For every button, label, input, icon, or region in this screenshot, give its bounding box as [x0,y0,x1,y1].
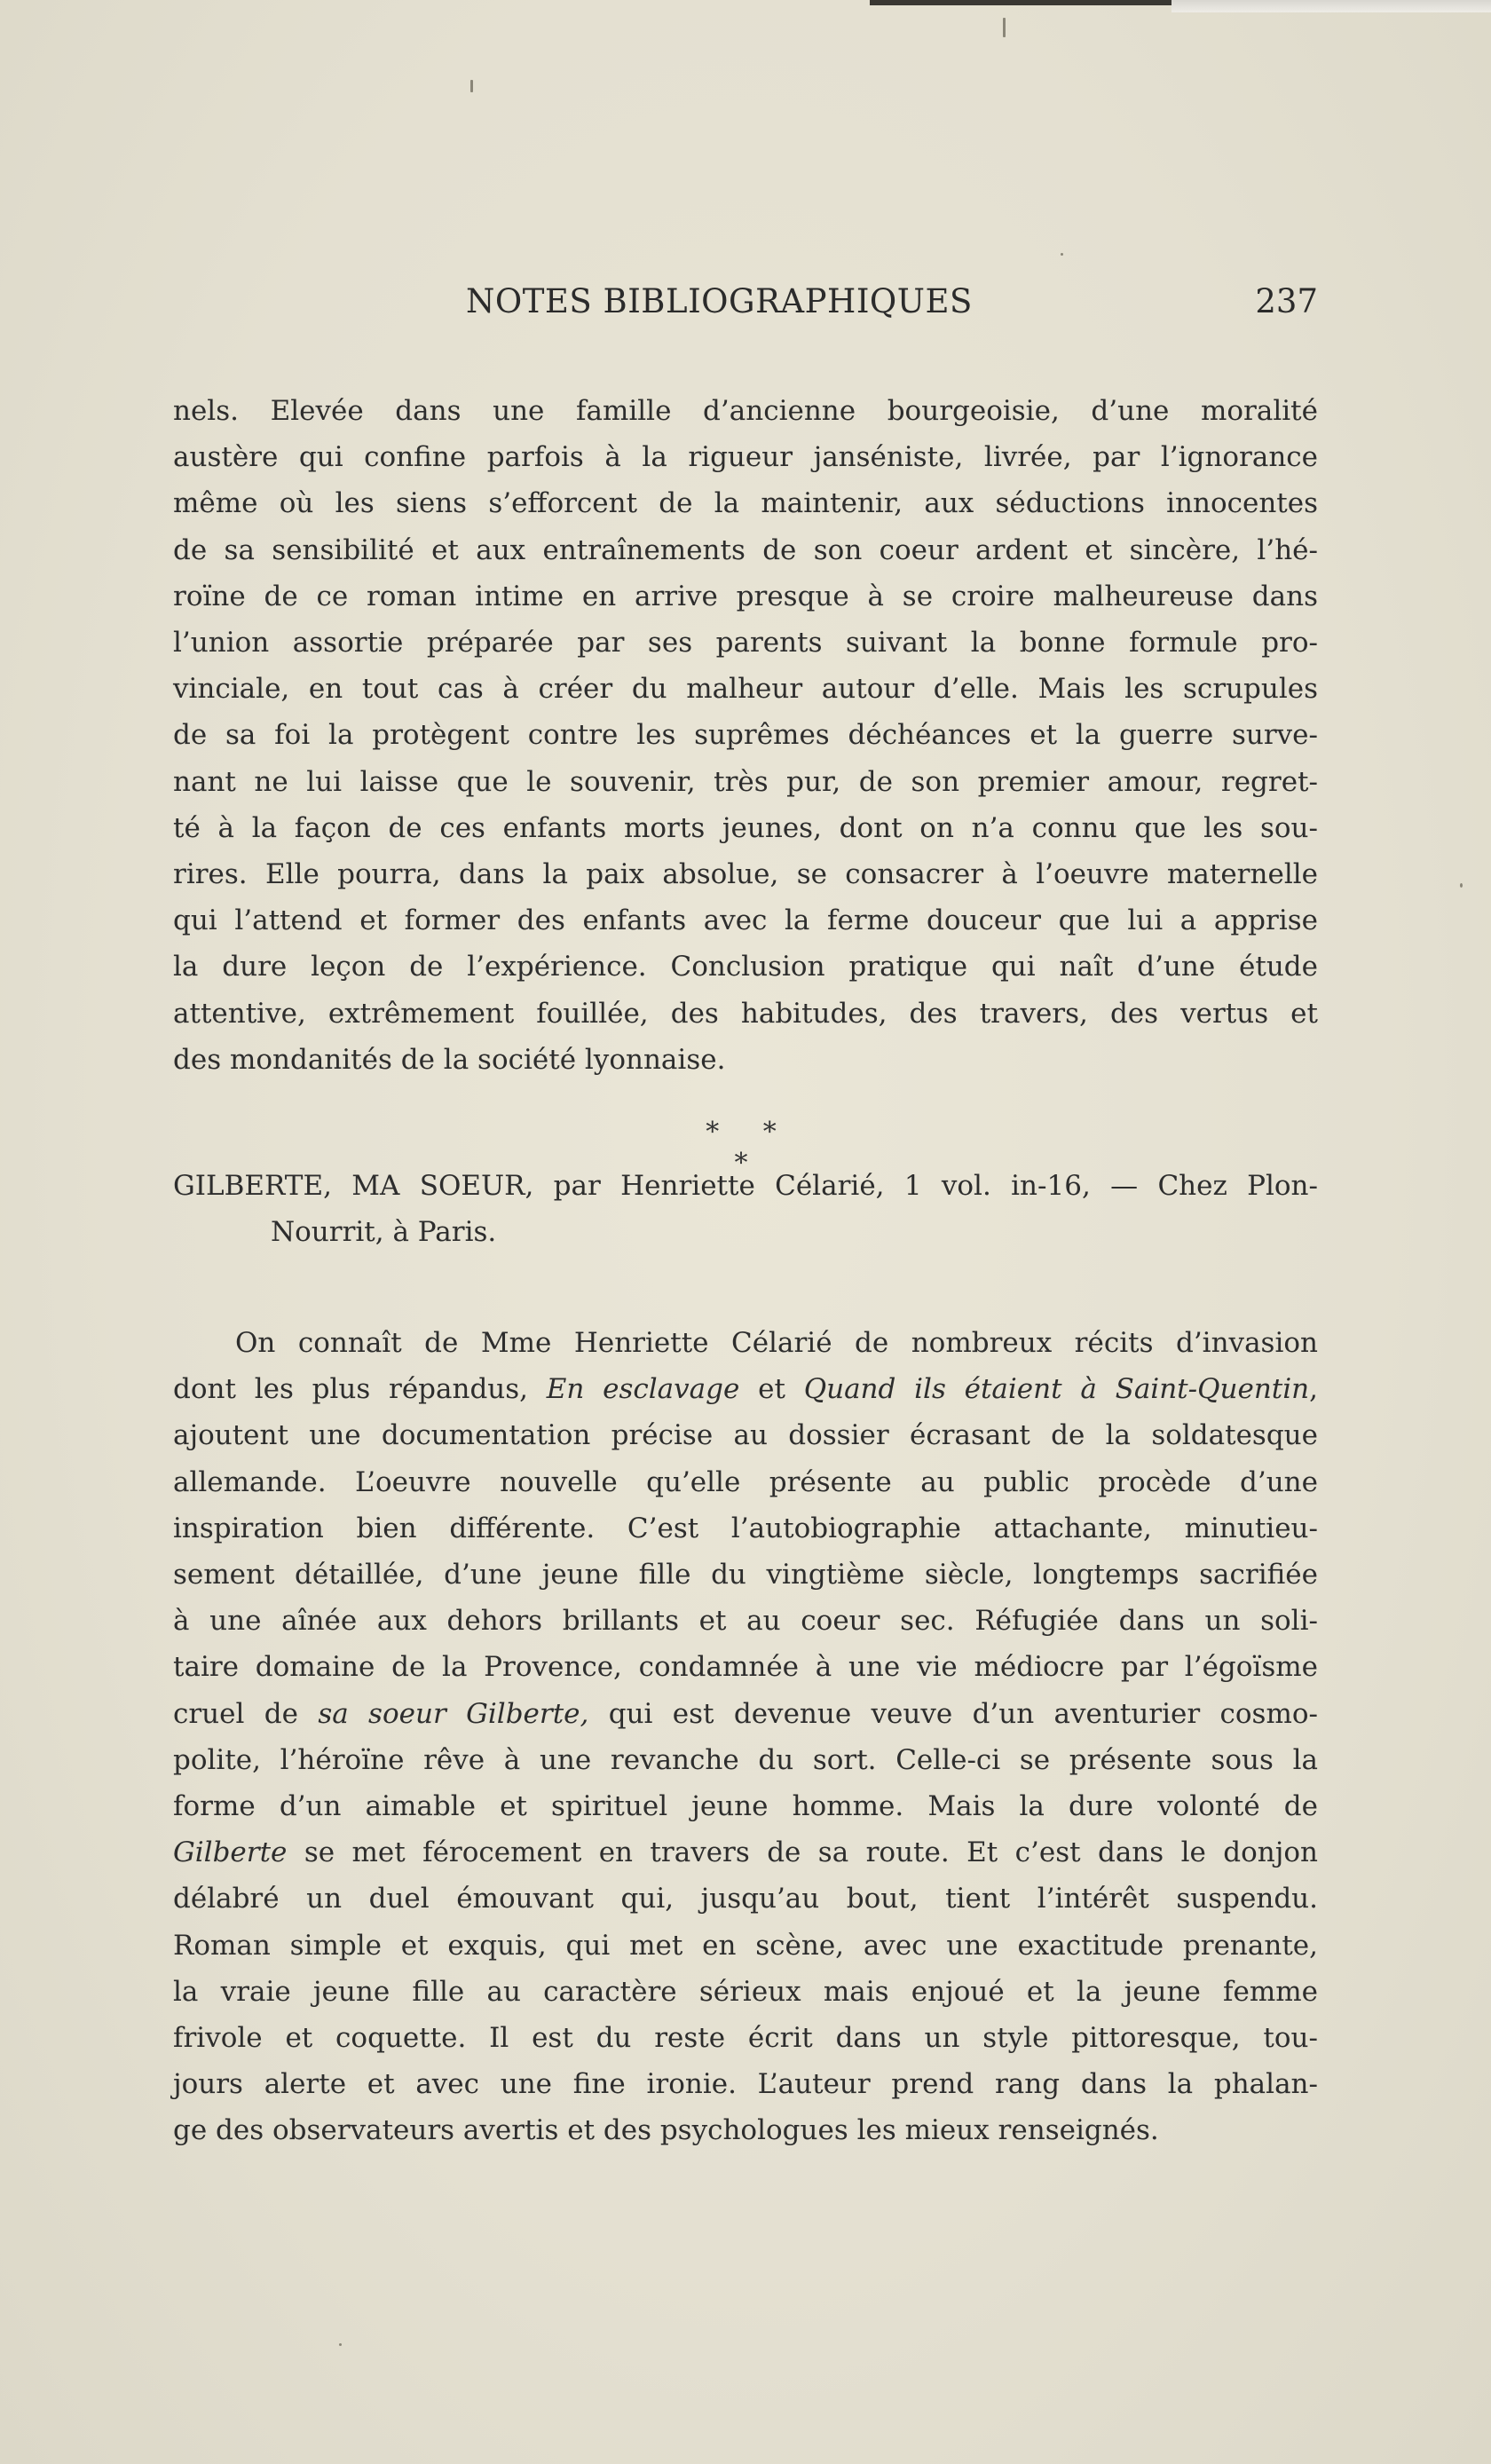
running-title: NOTES BIBLIOGRAPHIQUES [466,282,973,320]
text-line: nels. Elevée dans une famille d’ancienne bourgeoisie, d’une moralité [173,395,1318,427]
paragraph-1 [173,388,1318,1083]
text-line [173,1320,1318,1366]
text-line [173,1598,1318,1644]
text-run: polite, l’héroïne rêve à une revanche du sort. Celle-ci se présente sous la [173,1743,1318,1776]
text-line [173,1552,1318,1598]
text-line: des mondanités de la société lyonnaise. [173,1043,726,1076]
text-line [173,1969,1318,2015]
text-line: rires. Elle pourra, dans la paix absolue, se consacrer à l’oeuvre maternelle [173,858,1318,891]
text-line [173,1505,1318,1552]
text-run: , [1309,1373,1318,1406]
paper-speck [339,2343,342,2346]
text-line [173,1412,1318,1458]
text-line [173,1644,1318,1690]
text-run: et [739,1373,804,1406]
text-line: de sa sensibilité et aux entraînements de son coeur ardent et sincère, l’hé- [173,533,1318,566]
text-line: té à la façon de ces enfants morts jeunes, dont on n’a connu que les sou- [173,811,1318,844]
text-line: la dure leçon de l’expérience. Conclusion pratique qui naît d’une étude [173,951,1318,983]
text-line [173,1783,1318,1829]
section-separator: * * * [706,1117,794,1179]
page-number: 237 [1255,282,1318,320]
text-run: Roman simple et exquis, qui met en scène, avec une exactitude prenante, [173,1929,1318,1962]
paper-speck [470,80,473,92]
italic-title: En esclavage [546,1373,740,1406]
italic-title: Gilberte [173,1836,288,1869]
text-run: dont les plus répandus, [173,1373,547,1406]
text-line: roïne de ce roman intime en arrive presque à se croire malheureuse dans [173,580,1318,612]
text-run: forme d’un aimable et spirituel jeune homme. Mais la dure volonté de [173,1790,1318,1823]
text-run: ge des observateurs avertis et des psychologues les mieux renseignés. [173,2114,1159,2147]
text-run: à une aînée aux dehors brillants et au coeur sec. Réfugiée dans un soli- [173,1605,1318,1638]
text-run: sement détaillée, d’une jeune fille du vingtième siècle, longtemps sacrifiée [173,1559,1318,1591]
text-run: se met férocement en travers de sa route. Et c’est dans le donjon [287,1836,1318,1869]
italic-title: sa soeur Gilberte, [318,1697,589,1730]
text-run: cruel de [173,1697,319,1730]
text-run: frivole et coquette. Il est du reste écrit dans un style pittoresque, tou- [173,2022,1318,2055]
paper-speck [1003,18,1006,37]
paper-speck [1061,253,1063,256]
text-run: ajoutent une documentation précise au dossier écrasant de la soldatesque [173,1419,1318,1452]
italic-title: Quand ils étaient à Saint-Quentin [803,1373,1310,1406]
text-line: l’union assortie préparée par ses parents suivant la bonne formule pro- [173,627,1318,659]
text-line: vinciale, en tout cas à créer du malheur autour d’elle. Mais les scrupules [173,673,1318,706]
text-run: On connaît de Mme Henriette Célarié de nombreux récits d’invasion [235,1327,1318,1359]
text-run: allemande. L’oeuvre nouvelle qu’elle présente au public procède d’une [173,1465,1318,1498]
text-line [173,1691,1318,1737]
text-run: taire domaine de la Provence, condamnée à une vie médiocre par l’égoïsme [173,1651,1318,1684]
page-header [173,282,1318,336]
text-line [173,1366,1318,1412]
text-line [173,1737,1318,1783]
paragraph-2 [173,1320,1318,2154]
text-line: qui l’attend et former des enfants avec la ferme douceur que lui a apprise [173,904,1318,937]
text-line [173,1923,1318,1969]
text-line [173,1829,1318,1876]
entry-line-1: GILBERTE, MA SOEUR, par Henriette Célarié, 1 vol. in-16, — Chez Plon- [173,1170,1318,1202]
entry-line-2: Nourrit, à Paris. [271,1216,497,1249]
text-run: délabré un duel émouvant qui, jusqu’au bout, tient l’intérêt suspendu. [173,1883,1318,1915]
text-line [173,1459,1318,1505]
text-line [173,2061,1318,2107]
text-line [173,2015,1318,2061]
text-line: austère qui confine parfois à la rigueur janséniste, livrée, par l’ignorance [173,441,1318,474]
text-line: de sa foi la protègent contre les suprêmes déchéances et la guerre surve- [173,719,1318,752]
text-line: même où les siens s’efforcent de la maintenir, aux séductions innocentes [173,487,1318,520]
bibliographic-entry [173,1163,1318,1255]
text-line: attentive, extrêmement fouillée, des habitudes, des travers, des vertus et [173,997,1318,1030]
text-run: jours alerte et avec une fine ironie. L’auteur prend rang dans la phalan- [173,2068,1318,2101]
text-run: qui est devenue veuve d’un aventurier cosmo- [588,1697,1319,1730]
text-run: la vraie jeune fille au caractère sérieux mais enjoué et la jeune femme [173,1975,1318,2008]
text-line [173,1876,1318,1922]
text-line: nant ne lui laisse que le souvenir, très pur, de son premier amour, regret- [173,765,1318,798]
paper-speck [1460,883,1463,888]
text-line [173,2107,1318,2153]
scan-top-edge-light [1172,0,1491,12]
text-run: inspiration bien différente. C’est l’autobiographie attachante, minutieu- [173,1512,1318,1544]
